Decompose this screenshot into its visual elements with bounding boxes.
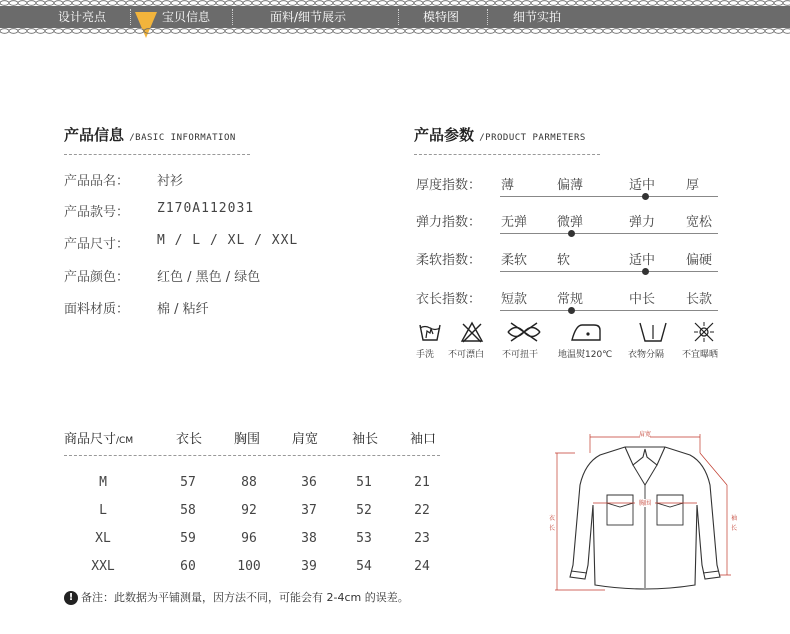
nav-separator — [398, 9, 399, 25]
chain-link — [99, 1, 108, 6]
chain-link — [261, 29, 270, 34]
chain-link — [756, 1, 765, 6]
chain-link — [270, 1, 279, 6]
chain-link — [612, 29, 621, 34]
chain-link — [90, 1, 99, 6]
chain-link — [513, 1, 522, 6]
chain-link — [198, 1, 207, 6]
param-option: 偏硬 — [686, 253, 713, 268]
chain-link — [108, 1, 117, 6]
chain-link — [693, 29, 702, 34]
chain-link — [81, 1, 90, 6]
chain-link — [747, 1, 756, 6]
size-col-length: 衣长 — [176, 432, 203, 447]
chain-link — [432, 29, 441, 34]
chain-link — [90, 29, 99, 34]
chain-link — [477, 29, 486, 34]
chain-link — [531, 1, 540, 6]
param-option: 适中 — [629, 178, 656, 193]
chain-link — [729, 29, 738, 34]
size-cell: 36 — [301, 475, 317, 490]
chain-link — [423, 29, 432, 34]
param-option: 适中 — [629, 253, 656, 268]
chain-link — [378, 29, 387, 34]
param-label: 厚度指数： — [416, 178, 482, 193]
chain-link — [369, 1, 378, 6]
chain-link — [279, 29, 288, 34]
chain-link — [189, 29, 198, 34]
chain-link — [243, 1, 252, 6]
chain-link — [783, 29, 790, 34]
chain-link — [477, 1, 486, 6]
param-option: 无弹 — [501, 215, 528, 230]
chain-link — [351, 1, 360, 6]
size-cell: 52 — [356, 503, 372, 518]
chain-link — [216, 1, 225, 6]
chain-link — [414, 29, 423, 34]
chain-link — [765, 1, 774, 6]
chain-link — [450, 1, 459, 6]
info-value-color: 红色 / 黑色 / 绿色 — [157, 270, 261, 285]
chain-link — [18, 29, 27, 34]
chain-link — [360, 1, 369, 6]
chain-link — [387, 1, 396, 6]
chain-link — [711, 1, 720, 6]
chain-link — [288, 29, 297, 34]
param-scale-line — [500, 271, 718, 272]
chain-link — [549, 29, 558, 34]
chain-link — [297, 1, 306, 6]
size-col-sleeve: 袖长 — [352, 432, 379, 447]
chain-link — [756, 29, 765, 34]
params-divider — [414, 154, 600, 155]
size-cell: 22 — [414, 503, 430, 518]
size-cell: 92 — [241, 503, 257, 518]
size-row-label: M — [99, 475, 107, 490]
diagram-label-sleeve-1: 袖 — [731, 515, 738, 522]
size-cell: 96 — [241, 531, 257, 546]
param-scale-line — [500, 196, 718, 197]
chain-link — [198, 29, 207, 34]
chain-link — [693, 1, 702, 6]
chain-link — [675, 29, 684, 34]
chain-link — [567, 1, 576, 6]
chain-link — [684, 1, 693, 6]
size-cell: 24 — [414, 559, 430, 574]
active-tab-triangle-icon — [135, 12, 157, 40]
info-value-size: M / L / XL / XXL — [157, 233, 299, 248]
chain-link — [450, 29, 459, 34]
chain-link — [216, 29, 225, 34]
chain-link — [54, 29, 63, 34]
chain-link — [603, 29, 612, 34]
info-label-size: 产品尺寸： — [64, 237, 130, 252]
chain-link — [396, 1, 405, 6]
chain-link — [225, 29, 234, 34]
nav-item-detail-shots[interactable]: 细节实拍 — [513, 10, 562, 24]
chain-link — [648, 29, 657, 34]
chain-link — [576, 1, 585, 6]
separate-wash-icon — [638, 321, 668, 343]
measurement-note — [64, 589, 409, 605]
diagram-label-sleeve-2: 长 — [731, 525, 738, 532]
chain-link — [540, 1, 549, 6]
chain-link — [666, 1, 675, 6]
chain-link — [333, 29, 342, 34]
param-selected-dot — [642, 193, 649, 200]
chain-link — [423, 1, 432, 6]
chain-link — [522, 29, 531, 34]
note-text: 备注：此数据为平铺测量，因方法不同，可能会有 2-4cm 的误差。 — [81, 591, 409, 604]
chain-link — [54, 1, 63, 6]
info-value-sku: Z170A112031 — [157, 201, 255, 216]
nav-separator — [130, 9, 131, 25]
chain-link — [81, 29, 90, 34]
size-cell: 53 — [356, 531, 372, 546]
chain-link — [126, 1, 135, 6]
chain-link — [342, 29, 351, 34]
chain-link — [0, 29, 9, 34]
chain-link — [207, 1, 216, 6]
chain-link — [306, 29, 315, 34]
nav-bottom-chain-border — [0, 28, 790, 34]
chain-link — [108, 29, 117, 34]
chain-link — [234, 29, 243, 34]
care-label-no-bleach: 不可漂白 — [448, 350, 485, 360]
chain-link — [180, 29, 189, 34]
chain-link — [774, 1, 783, 6]
param-option: 偏薄 — [557, 178, 584, 193]
nav-separator — [487, 9, 488, 25]
chain-link — [414, 1, 423, 6]
chain-link — [27, 29, 36, 34]
no-sun-icon — [693, 321, 715, 343]
chain-link — [207, 29, 216, 34]
chain-link — [315, 1, 324, 6]
size-row-label: L — [99, 503, 107, 518]
chain-link — [153, 29, 162, 34]
chain-link — [657, 29, 666, 34]
chain-link — [639, 1, 648, 6]
chain-link — [729, 1, 738, 6]
chain-link — [495, 1, 504, 6]
chain-link — [360, 29, 369, 34]
chain-link — [324, 1, 333, 6]
size-cell: 38 — [301, 531, 317, 546]
size-cell: 58 — [180, 503, 196, 518]
chain-link — [144, 1, 153, 6]
param-selected-dot — [642, 268, 649, 275]
chain-link — [162, 29, 171, 34]
size-table-divider — [64, 455, 440, 456]
param-option: 柔软 — [501, 253, 528, 268]
care-label-no-wring: 不可扭干 — [502, 350, 539, 360]
size-cell: 57 — [180, 475, 196, 490]
chain-link — [612, 1, 621, 6]
size-row-label: XL — [95, 531, 111, 546]
chain-link — [720, 29, 729, 34]
size-cell: 59 — [180, 531, 196, 546]
chain-link — [144, 29, 153, 34]
chain-link — [459, 29, 468, 34]
param-selected-dot — [568, 307, 575, 314]
chain-link — [576, 29, 585, 34]
chain-link — [702, 1, 711, 6]
chain-link — [441, 29, 450, 34]
size-cell: 21 — [414, 475, 430, 490]
param-option: 中长 — [629, 292, 656, 307]
nav-item-product-info[interactable]: 宝贝信息 — [162, 10, 211, 24]
chain-link — [774, 29, 783, 34]
chain-link — [657, 1, 666, 6]
params-title: 产品参数 /PRODUCT PARMETERS — [414, 126, 586, 144]
care-label-no-sun: 不宜曝晒 — [682, 350, 719, 360]
chain-link — [36, 29, 45, 34]
hand-wash-icon — [418, 321, 442, 343]
chain-link — [558, 1, 567, 6]
chain-link — [72, 1, 81, 6]
chain-link — [495, 29, 504, 34]
chain-link — [585, 1, 594, 6]
size-cell: 51 — [356, 475, 372, 490]
chain-link — [162, 1, 171, 6]
chain-link — [522, 1, 531, 6]
chain-link — [765, 29, 774, 34]
chain-link — [342, 1, 351, 6]
param-option: 长款 — [686, 292, 713, 307]
chain-link — [63, 1, 72, 6]
chain-link — [351, 29, 360, 34]
chain-link — [189, 1, 198, 6]
nav-item-model-photos[interactable]: 模特图 — [423, 10, 460, 24]
chain-link — [288, 1, 297, 6]
chain-link — [720, 1, 729, 6]
chain-link — [540, 29, 549, 34]
chain-link — [243, 29, 252, 34]
chain-link — [261, 1, 270, 6]
param-option: 微弹 — [557, 215, 584, 230]
chain-link — [9, 29, 18, 34]
chain-link — [369, 29, 378, 34]
care-label-low-iron: 地温熨120℃ — [558, 350, 613, 360]
size-cell: 60 — [180, 559, 196, 574]
size-col-shoulder: 肩宽 — [292, 432, 319, 447]
chain-link — [585, 29, 594, 34]
chain-link — [594, 1, 603, 6]
diagram-label-chest: 胸围 — [638, 500, 652, 507]
chain-link — [315, 29, 324, 34]
chain-link — [396, 29, 405, 34]
chain-link — [270, 29, 279, 34]
chain-link — [621, 1, 630, 6]
chain-link — [27, 1, 36, 6]
chain-link — [117, 29, 126, 34]
param-scale-line — [500, 233, 718, 234]
param-option: 厚 — [686, 178, 700, 193]
nav-separator — [232, 9, 233, 25]
nav-item-fabric-details[interactable]: 面料/细节展示 — [270, 10, 347, 24]
chain-link — [441, 1, 450, 6]
care-label-separate-wash: 衣物分隔 — [628, 350, 665, 360]
chain-link — [306, 1, 315, 6]
chain-link — [252, 1, 261, 6]
chain-link — [675, 1, 684, 6]
chain-link — [468, 29, 477, 34]
chain-link — [63, 29, 72, 34]
size-cell: 88 — [241, 475, 257, 490]
chain-link — [711, 29, 720, 34]
chain-link — [405, 1, 414, 6]
chain-link — [0, 1, 9, 6]
chain-link — [378, 1, 387, 6]
chain-link — [72, 29, 81, 34]
param-option: 宽松 — [686, 215, 713, 230]
chain-link — [684, 29, 693, 34]
low-iron-icon — [568, 321, 604, 343]
chain-link — [117, 1, 126, 6]
info-value-material: 棉 / 粘纤 — [157, 302, 209, 317]
chain-link — [36, 1, 45, 6]
chain-link — [558, 29, 567, 34]
chain-link — [171, 1, 180, 6]
chain-link — [468, 1, 477, 6]
chain-link — [666, 29, 675, 34]
no-wring-icon — [505, 321, 543, 343]
param-option: 弹力 — [629, 215, 656, 230]
chain-link — [126, 29, 135, 34]
chain-link — [513, 29, 522, 34]
chain-link — [504, 29, 513, 34]
chain-link — [171, 29, 180, 34]
size-cell: 39 — [301, 559, 317, 574]
param-label: 柔软指数： — [416, 253, 482, 268]
chain-link — [639, 29, 648, 34]
chain-link — [135, 29, 144, 34]
chain-link — [234, 1, 243, 6]
size-cell: 23 — [414, 531, 430, 546]
param-label: 衣长指数： — [416, 292, 482, 307]
param-label: 弹力指数： — [416, 215, 482, 230]
chain-link — [432, 1, 441, 6]
size-table-title: 商品尺寸/CM — [64, 432, 134, 447]
info-label-color: 产品颜色： — [64, 270, 130, 285]
diagram-label-length-1: 衣 — [549, 515, 556, 522]
info-label-name: 产品品名： — [64, 174, 130, 189]
chain-link — [783, 1, 790, 6]
size-col-chest: 胸围 — [234, 432, 261, 447]
chain-link — [9, 1, 18, 6]
nav-item-design-highlights[interactable]: 设计亮点 — [58, 10, 107, 24]
chain-link — [45, 29, 54, 34]
size-col-cuff: 袖口 — [410, 432, 437, 447]
chain-link — [747, 29, 756, 34]
chain-link — [738, 29, 747, 34]
chain-link — [702, 29, 711, 34]
chain-link — [531, 29, 540, 34]
chain-link — [297, 29, 306, 34]
chain-link — [594, 29, 603, 34]
param-selected-dot — [568, 230, 575, 237]
chain-link — [45, 1, 54, 6]
diagram-label-shoulder: 肩宽 — [638, 431, 652, 438]
info-value-name: 衬衫 — [157, 174, 184, 189]
info-label-sku: 产品款号： — [64, 205, 130, 220]
chain-link — [279, 1, 288, 6]
chain-link — [99, 29, 108, 34]
chain-link — [549, 1, 558, 6]
chain-link — [459, 1, 468, 6]
chain-link — [486, 1, 495, 6]
chain-link — [648, 1, 657, 6]
chain-link — [486, 29, 495, 34]
chain-link — [18, 1, 27, 6]
param-option: 常规 — [557, 292, 584, 307]
chain-link — [387, 29, 396, 34]
chain-link — [153, 1, 162, 6]
care-label-hand-wash: 手洗 — [416, 350, 435, 360]
chain-link — [333, 1, 342, 6]
param-option: 薄 — [501, 178, 515, 193]
chain-link — [252, 29, 261, 34]
size-row-label: XXL — [91, 559, 115, 574]
chain-link — [225, 1, 234, 6]
size-cell: 54 — [356, 559, 372, 574]
shirt-measurement-diagram — [549, 425, 738, 600]
size-cell: 100 — [237, 559, 261, 574]
chain-link — [621, 29, 630, 34]
chain-link — [567, 29, 576, 34]
chain-link — [630, 29, 639, 34]
chain-link — [324, 29, 333, 34]
chain-link — [738, 1, 747, 6]
chain-link — [603, 1, 612, 6]
no-bleach-icon — [460, 321, 484, 343]
param-scale-line — [500, 310, 718, 311]
basic-info-title: 产品信息 /BASIC INFORMATION — [64, 126, 236, 144]
basic-info-divider — [64, 154, 250, 155]
chain-link — [180, 1, 189, 6]
warning-icon: ! — [64, 591, 78, 605]
param-option: 短款 — [501, 292, 528, 307]
chain-link — [135, 1, 144, 6]
info-label-material: 面料材质： — [64, 302, 130, 317]
chain-link — [405, 29, 414, 34]
chain-link — [630, 1, 639, 6]
chain-link — [504, 1, 513, 6]
nav-bar — [0, 6, 790, 28]
diagram-label-length-2: 长 — [549, 525, 556, 532]
size-cell: 37 — [301, 503, 317, 518]
param-option: 软 — [557, 253, 571, 268]
